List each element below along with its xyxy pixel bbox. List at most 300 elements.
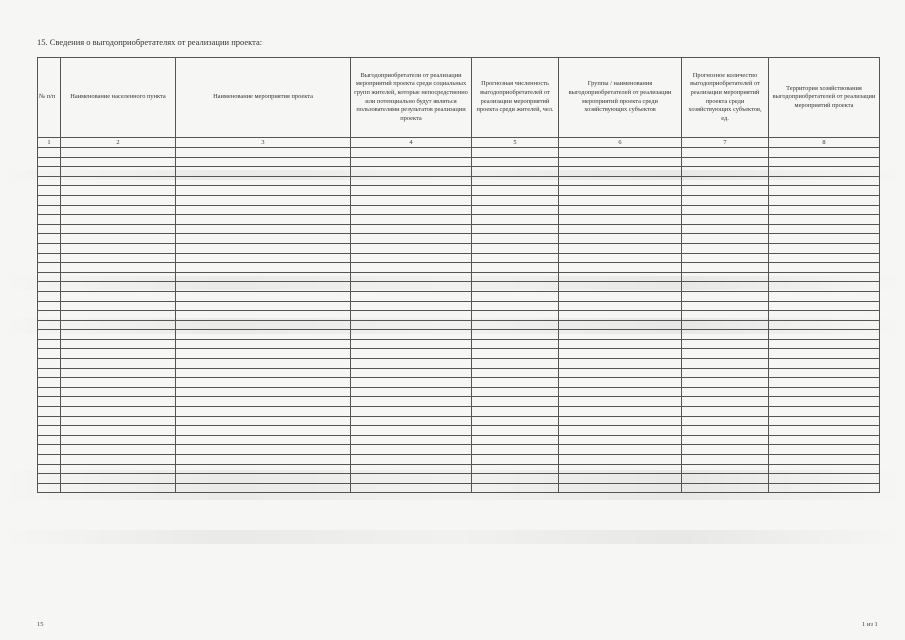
- table-cell: [176, 291, 351, 301]
- table-cell: [472, 349, 559, 359]
- table-cell: [472, 378, 559, 388]
- table-cell: [559, 176, 682, 186]
- table-row: [38, 378, 880, 388]
- table-cell: [472, 464, 559, 474]
- table-cell: [472, 205, 559, 215]
- table-cell: [61, 445, 176, 455]
- table-cell: [351, 407, 472, 417]
- table-cell: [472, 148, 559, 158]
- table-cell: [61, 148, 176, 158]
- table-cell: [176, 339, 351, 349]
- table-cell: [176, 215, 351, 225]
- table-cell: [472, 253, 559, 263]
- table-cell: [682, 445, 769, 455]
- table-cell: [61, 215, 176, 225]
- table-cell: [472, 397, 559, 407]
- table-cell: [682, 416, 769, 426]
- table-cell: [351, 301, 472, 311]
- table-cell: [351, 483, 472, 493]
- beneficiaries-table: [37, 57, 880, 493]
- table-cell: [351, 368, 472, 378]
- table-cell: [472, 215, 559, 225]
- table-cell: [769, 387, 880, 397]
- table-cell: [176, 464, 351, 474]
- table-cell: [472, 416, 559, 426]
- table-cell: [38, 349, 61, 359]
- table-cell: [38, 464, 61, 474]
- table-cell: [38, 483, 61, 493]
- table-cell: [682, 224, 769, 234]
- table-cell: [769, 359, 880, 369]
- table-cell: [769, 263, 880, 273]
- table-cell: [472, 167, 559, 177]
- table-cell: [61, 416, 176, 426]
- table-row: [38, 426, 880, 436]
- table-cell: [559, 272, 682, 282]
- table-cell: [38, 215, 61, 225]
- table-row: [38, 186, 880, 196]
- table-cell: [559, 426, 682, 436]
- table-cell: [769, 301, 880, 311]
- table-cell: [176, 435, 351, 445]
- table-cell: [559, 378, 682, 388]
- table-cell: [61, 474, 176, 484]
- table-cell: [682, 464, 769, 474]
- table-cell: [176, 397, 351, 407]
- table-cell: [351, 435, 472, 445]
- table-cell: [472, 435, 559, 445]
- header-cell: № п/п: [38, 58, 61, 138]
- table-cell: [61, 301, 176, 311]
- table-cell: [38, 387, 61, 397]
- table-cell: [682, 205, 769, 215]
- header-cell: Территория хозяйствования выгодоприобретателей от реализации мероприятий проекта: [769, 58, 880, 138]
- table-row: [38, 205, 880, 215]
- table-cell: [559, 445, 682, 455]
- table-cell: [682, 167, 769, 177]
- table-row: [38, 416, 880, 426]
- table-cell: [38, 320, 61, 330]
- table-cell: [769, 253, 880, 263]
- table-cell: [176, 320, 351, 330]
- table-cell: [769, 320, 880, 330]
- table-cell: [769, 368, 880, 378]
- table-cell: [351, 378, 472, 388]
- table-row: [38, 167, 880, 177]
- table-cell: [176, 455, 351, 465]
- table-cell: [61, 368, 176, 378]
- table-cell: [176, 253, 351, 263]
- table-cell: [351, 282, 472, 292]
- table-cell: [38, 148, 61, 158]
- table-cell: [682, 378, 769, 388]
- column-number: 5: [472, 138, 559, 148]
- table-cell: [38, 301, 61, 311]
- table-cell: [176, 148, 351, 158]
- table-cell: [769, 272, 880, 282]
- table-cell: [472, 407, 559, 417]
- table-cell: [176, 416, 351, 426]
- table-row: [38, 215, 880, 225]
- table-cell: [559, 224, 682, 234]
- column-number: 8: [769, 138, 880, 148]
- table-cell: [769, 176, 880, 186]
- table-cell: [472, 263, 559, 273]
- table-cell: [559, 320, 682, 330]
- header-cell: Прогнозное количество выгодоприобретателей от реализации мероприятий проекта среди хозяйствующих субъектов, ед.: [682, 58, 769, 138]
- table-row: [38, 455, 880, 465]
- table-cell: [176, 176, 351, 186]
- table-cell: [38, 205, 61, 215]
- table-cell: [472, 157, 559, 167]
- table-cell: [61, 195, 176, 205]
- table-cell: [351, 243, 472, 253]
- table-cell: [559, 186, 682, 196]
- table-row: [38, 387, 880, 397]
- table-cell: [351, 464, 472, 474]
- table-cell: [38, 378, 61, 388]
- table-cell: [472, 282, 559, 292]
- table-cell: [769, 426, 880, 436]
- table-cell: [472, 426, 559, 436]
- header-cell: Группы / наименования выгодоприобретателей от реализации мероприятий проекта среди хозяйствующих субъектов: [559, 58, 682, 138]
- table-cell: [682, 186, 769, 196]
- table-row: [38, 483, 880, 493]
- table-cell: [682, 483, 769, 493]
- table-cell: [682, 455, 769, 465]
- table-cell: [769, 483, 880, 493]
- table-row: [38, 282, 880, 292]
- table-cell: [472, 474, 559, 484]
- table-cell: [559, 483, 682, 493]
- table-cell: [176, 263, 351, 273]
- table-cell: [559, 195, 682, 205]
- table-cell: [559, 282, 682, 292]
- table-cell: [351, 157, 472, 167]
- table-cell: [472, 320, 559, 330]
- table-cell: [769, 243, 880, 253]
- table-cell: [472, 455, 559, 465]
- table-cell: [38, 426, 61, 436]
- header-cell: Выгодоприобретатели от реализации мероприятий проекта среди социальных групп жителей, которые непосредственно или потенциально будут являться пользователями результатов реализации проекта: [351, 58, 472, 138]
- table-cell: [559, 167, 682, 177]
- table-cell: [38, 263, 61, 273]
- column-number: 2: [61, 138, 176, 148]
- table-cell: [176, 234, 351, 244]
- table-cell: [38, 407, 61, 417]
- table-cell: [351, 291, 472, 301]
- table-cell: [61, 263, 176, 273]
- table-cell: [351, 215, 472, 225]
- table-row: [38, 224, 880, 234]
- table-row: [38, 272, 880, 282]
- table-cell: [38, 176, 61, 186]
- table-cell: [682, 407, 769, 417]
- table-cell: [559, 234, 682, 244]
- table-cell: [176, 330, 351, 340]
- table-cell: [38, 282, 61, 292]
- table-cell: [682, 435, 769, 445]
- table-cell: [176, 243, 351, 253]
- table-cell: [176, 272, 351, 282]
- table-cell: [351, 253, 472, 263]
- table-cell: [682, 148, 769, 158]
- table-cell: [682, 426, 769, 436]
- table-cell: [38, 186, 61, 196]
- table-cell: [472, 195, 559, 205]
- table-cell: [559, 416, 682, 426]
- table-row: [38, 320, 880, 330]
- column-number: 4: [351, 138, 472, 148]
- table-cell: [61, 359, 176, 369]
- table-cell: [472, 301, 559, 311]
- table-cell: [769, 378, 880, 388]
- table-cell: [38, 253, 61, 263]
- table-row: [38, 474, 880, 484]
- table-cell: [559, 397, 682, 407]
- table-cell: [559, 253, 682, 263]
- table-cell: [176, 378, 351, 388]
- table-cell: [559, 387, 682, 397]
- table-cell: [61, 330, 176, 340]
- table-cell: [682, 320, 769, 330]
- table-cell: [559, 215, 682, 225]
- table-row: [38, 234, 880, 244]
- table-row: [38, 301, 880, 311]
- table-row: [38, 243, 880, 253]
- table-cell: [351, 320, 472, 330]
- table-row: [38, 263, 880, 273]
- table-cell: [472, 224, 559, 234]
- table-cell: [769, 215, 880, 225]
- table-cell: [61, 435, 176, 445]
- table-cell: [176, 186, 351, 196]
- table-cell: [351, 349, 472, 359]
- table-row: [38, 349, 880, 359]
- table-cell: [351, 445, 472, 455]
- table-cell: [682, 157, 769, 167]
- table-cell: [176, 474, 351, 484]
- table-row: [38, 330, 880, 340]
- column-number: 3: [176, 138, 351, 148]
- table-cell: [176, 195, 351, 205]
- table-cell: [38, 455, 61, 465]
- page-number-right: 1 из 1: [862, 621, 878, 628]
- table-cell: [351, 397, 472, 407]
- table-cell: [38, 224, 61, 234]
- table-row: [38, 339, 880, 349]
- table-cell: [682, 263, 769, 273]
- table-cell: [176, 349, 351, 359]
- table-cell: [351, 339, 472, 349]
- table-cell: [472, 311, 559, 321]
- table-cell: [472, 445, 559, 455]
- table-cell: [769, 464, 880, 474]
- table-row: [38, 148, 880, 158]
- table-cell: [61, 426, 176, 436]
- table-cell: [769, 186, 880, 196]
- table-cell: [559, 368, 682, 378]
- table-cell: [61, 455, 176, 465]
- table-cell: [61, 387, 176, 397]
- table-cell: [351, 311, 472, 321]
- table-cell: [38, 368, 61, 378]
- table-cell: [61, 378, 176, 388]
- table-row: [38, 176, 880, 186]
- table-cell: [351, 416, 472, 426]
- section-title: 15. Сведения о выгодоприобретателях от реализации проекта:: [37, 37, 263, 47]
- table-cell: [38, 311, 61, 321]
- table-cell: [769, 311, 880, 321]
- table-cell: [769, 339, 880, 349]
- table-cell: [61, 186, 176, 196]
- table-cell: [769, 195, 880, 205]
- table-cell: [769, 407, 880, 417]
- table-cell: [682, 291, 769, 301]
- table-cell: [38, 435, 61, 445]
- table-cell: [176, 282, 351, 292]
- column-number-row: [38, 138, 880, 148]
- table-cell: [38, 167, 61, 177]
- table-cell: [61, 243, 176, 253]
- table-cell: [682, 339, 769, 349]
- table-cell: [769, 330, 880, 340]
- table-cell: [176, 301, 351, 311]
- table-cell: [682, 234, 769, 244]
- table-cell: [472, 186, 559, 196]
- table-cell: [61, 291, 176, 301]
- table-cell: [351, 167, 472, 177]
- table-row: [38, 464, 880, 474]
- table-cell: [38, 416, 61, 426]
- table-row: [38, 407, 880, 417]
- table-cell: [559, 243, 682, 253]
- table-cell: [61, 407, 176, 417]
- table-cell: [351, 330, 472, 340]
- table-cell: [351, 234, 472, 244]
- table-cell: [559, 301, 682, 311]
- table-cell: [682, 311, 769, 321]
- table-cell: [559, 148, 682, 158]
- table-cell: [351, 195, 472, 205]
- table-cell: [682, 349, 769, 359]
- table-cell: [769, 445, 880, 455]
- table-row: [38, 397, 880, 407]
- table-cell: [682, 368, 769, 378]
- table-cell: [769, 167, 880, 177]
- table-cell: [472, 291, 559, 301]
- table-row: [38, 311, 880, 321]
- table-row: [38, 445, 880, 455]
- table-cell: [472, 387, 559, 397]
- table-cell: [38, 157, 61, 167]
- column-number: 1: [38, 138, 61, 148]
- table-cell: [559, 311, 682, 321]
- table-cell: [61, 483, 176, 493]
- table-cell: [682, 282, 769, 292]
- header-cell: Наименование населенного пункта: [61, 58, 176, 138]
- table-cell: [351, 224, 472, 234]
- table-cell: [176, 426, 351, 436]
- table-row: [38, 195, 880, 205]
- table-cell: [351, 205, 472, 215]
- table-cell: [472, 330, 559, 340]
- table-cell: [769, 455, 880, 465]
- table-row: [38, 359, 880, 369]
- table-cell: [38, 291, 61, 301]
- table-cell: [351, 426, 472, 436]
- table-cell: [38, 445, 61, 455]
- table-cell: [351, 176, 472, 186]
- table-cell: [559, 349, 682, 359]
- table-cell: [38, 243, 61, 253]
- table-cell: [61, 224, 176, 234]
- header-cell: Прогнозная численность выгодоприобретателей от реализации мероприятий проекта среди жителей, чел.: [472, 58, 559, 138]
- table-cell: [38, 234, 61, 244]
- table-cell: [61, 253, 176, 263]
- table-cell: [351, 186, 472, 196]
- table-cell: [472, 243, 559, 253]
- table-cell: [559, 474, 682, 484]
- table-cell: [176, 407, 351, 417]
- table-cell: [682, 215, 769, 225]
- table-cell: [176, 157, 351, 167]
- table-cell: [176, 205, 351, 215]
- table-cell: [769, 435, 880, 445]
- table-cell: [351, 263, 472, 273]
- table-cell: [351, 148, 472, 158]
- table-cell: [176, 483, 351, 493]
- table-cell: [38, 272, 61, 282]
- table-cell: [61, 176, 176, 186]
- table-cell: [769, 282, 880, 292]
- table-cell: [682, 195, 769, 205]
- table-cell: [559, 291, 682, 301]
- table-cell: [682, 176, 769, 186]
- table-cell: [61, 205, 176, 215]
- table-cell: [38, 330, 61, 340]
- table-cell: [559, 339, 682, 349]
- table-row: [38, 157, 880, 167]
- table-row: [38, 368, 880, 378]
- table-cell: [38, 397, 61, 407]
- table-cell: [769, 157, 880, 167]
- table-cell: [61, 234, 176, 244]
- table-cell: [176, 368, 351, 378]
- table-cell: [559, 157, 682, 167]
- table-cell: [472, 234, 559, 244]
- table-cell: [61, 272, 176, 282]
- table-cell: [682, 397, 769, 407]
- column-number: 7: [682, 138, 769, 148]
- table-cell: [559, 435, 682, 445]
- table-cell: [559, 330, 682, 340]
- header-cell: Наименование мероприятия проекта: [176, 58, 351, 138]
- table-cell: [559, 455, 682, 465]
- table-cell: [559, 464, 682, 474]
- table-cell: [176, 311, 351, 321]
- table-cell: [61, 339, 176, 349]
- table-cell: [61, 167, 176, 177]
- table-cell: [682, 387, 769, 397]
- table-cell: [176, 387, 351, 397]
- table-cell: [351, 455, 472, 465]
- table-cell: [176, 359, 351, 369]
- table-cell: [351, 272, 472, 282]
- table-cell: [769, 474, 880, 484]
- table-cell: [472, 272, 559, 282]
- table-cell: [682, 253, 769, 263]
